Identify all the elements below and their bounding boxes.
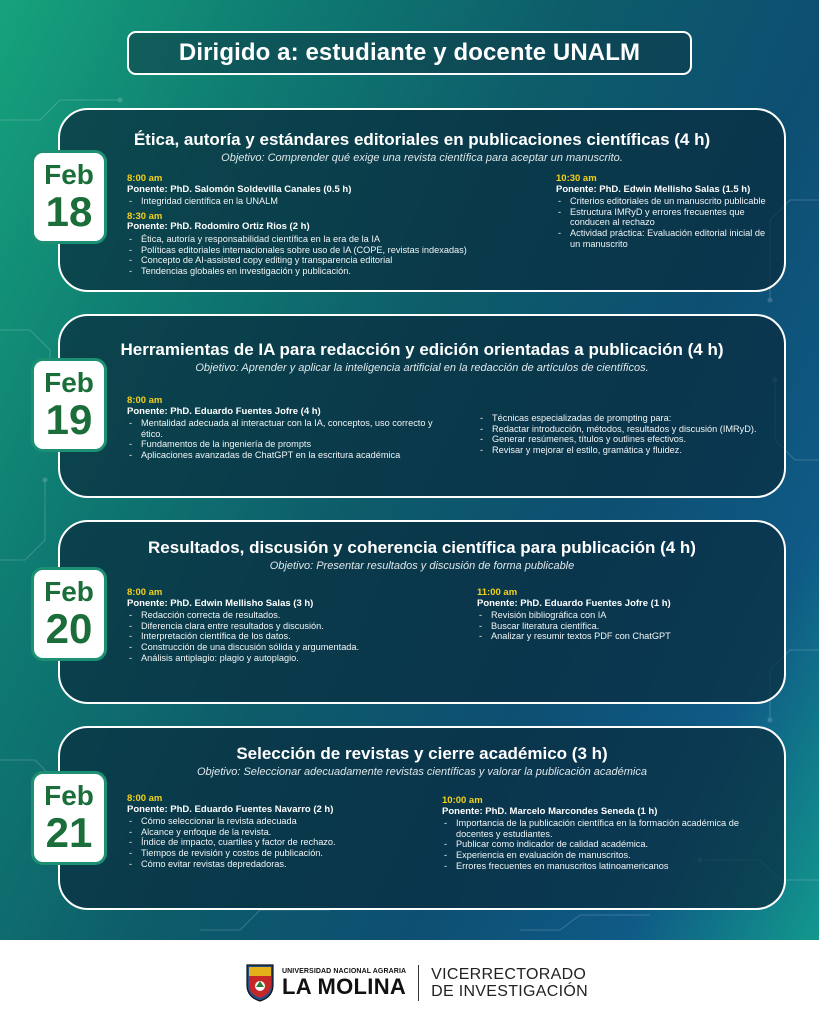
date-day: 19 bbox=[45, 396, 93, 443]
list-item: - Actividad práctica: Evaluación editorial inicial de un manuscrito bbox=[556, 228, 771, 249]
university-name-small: UNIVERSIDAD NACIONAL AGRARIA bbox=[282, 967, 407, 975]
date-day: 21 bbox=[45, 809, 93, 856]
session-block bbox=[477, 588, 767, 642]
list-item: - Ética, autoría y responsabilidad científica en la era de la IA bbox=[127, 234, 507, 245]
list-item: - Experiencia en evaluación de manuscritos. bbox=[442, 850, 762, 861]
university-shield-icon bbox=[245, 963, 275, 1003]
list-item: - Políticas editoriales internacionales sobre uso de IA (COPE, revistas indexadas) bbox=[127, 245, 507, 256]
session-card-feb-20 bbox=[58, 520, 786, 704]
list-item: - Buscar literatura científica. bbox=[477, 621, 767, 632]
list-item: - Construcción de una discusión sólida y argumentada. bbox=[127, 642, 457, 653]
session-objective: Objetivo: Seleccionar adecuadamente revistas científicas y valorar la publicación académica bbox=[196, 766, 647, 778]
date-badge-feb-20 bbox=[31, 567, 107, 661]
session-block bbox=[556, 174, 771, 249]
list-item: - Estructura IMRyD y errores frecuentes que conducen al rechazo bbox=[556, 207, 771, 228]
block-time: 10:00 am bbox=[442, 795, 483, 806]
list-item: - Alcance y enfoque de la revista. bbox=[127, 827, 427, 838]
list-item: - Tendencias globales en investigación y publicación. bbox=[127, 266, 507, 277]
date-month: Feb bbox=[44, 367, 94, 398]
list-item: - Aplicaciones avanzadas de ChatGPT en la escritura académica bbox=[127, 450, 457, 461]
office-name-line1: VICERRECTORADO bbox=[431, 966, 587, 983]
university-name-big: LA MOLINA bbox=[282, 973, 407, 999]
list-item: - Revisión bibliográfica con IA bbox=[477, 610, 767, 621]
list-item: - Revisar y mejorar el estilo, gramática y fluidez. bbox=[478, 445, 768, 456]
session-objective: Objetivo: Comprender qué exige una revista científica para aceptar un manuscrito. bbox=[221, 152, 623, 164]
session-block bbox=[127, 396, 457, 461]
session-objective: Objetivo: Aprender y aplicar la inteligencia artificial en la redacción de artículos de científicos. bbox=[195, 362, 649, 374]
list-item: - Índice de impacto, cuartiles y factor de rechazo. bbox=[127, 837, 427, 848]
date-day: 20 bbox=[45, 605, 93, 652]
list-item: - Errores frecuentes en manuscritos latinoamericanos bbox=[442, 861, 762, 872]
footer bbox=[0, 940, 819, 1024]
block-time: 11:00 am bbox=[477, 587, 518, 598]
date-badge-feb-21 bbox=[31, 771, 107, 865]
date-badge-feb-18 bbox=[31, 150, 107, 244]
university-logo bbox=[245, 962, 588, 1004]
list-item: - Mentalidad adecuada al interactuar con la IA, conceptos, uso correcto y ético. bbox=[127, 418, 457, 439]
list-item: - Publicar como indicador de calidad académica. bbox=[442, 839, 762, 850]
block-speaker: Ponente: PhD. Salomón Soldevilla Canales (0.5 h) bbox=[127, 183, 352, 195]
block-time: 8:30 am bbox=[127, 210, 163, 222]
block-time: 8:00 am bbox=[127, 173, 163, 184]
block-speaker: Ponente: PhD. Edwin Mellisho Salas (3 h) bbox=[127, 597, 314, 609]
list-item: - Concepto de AI-assisted copy editing y transparencia editorial bbox=[127, 255, 507, 266]
block-speaker: Ponente: PhD. Eduardo Fuentes Jofre (1 h) bbox=[477, 597, 671, 609]
block-time: 8:00 am bbox=[127, 395, 163, 406]
session-block bbox=[442, 796, 762, 871]
session-title: Herramientas de IA para redacción y edición orientadas a publicación (4 h) bbox=[120, 340, 724, 359]
session-objective: Objetivo: Presentar resultados y discusión de forma publicable bbox=[269, 560, 575, 572]
date-badge-feb-19 bbox=[31, 358, 107, 452]
list-item: - Fundamentos de la ingeniería de prompts bbox=[127, 439, 457, 450]
footer-divider bbox=[418, 965, 419, 1001]
list-item: - Análisis antiplagio: plagio y autoplagio. bbox=[127, 653, 457, 664]
list-item: - Integridad científica en la UNALM bbox=[127, 196, 507, 207]
list-item: - Redactar introducción, métodos, resultados y discusión (IMRyD). bbox=[478, 424, 768, 435]
block-speaker: Ponente: PhD. Edwin Mellisho Salas (1.5 h) bbox=[556, 183, 751, 195]
session-block bbox=[127, 794, 427, 869]
list-item: - Diferencia clara entre resultados y discusión. bbox=[127, 621, 457, 632]
list-item: - Técnicas especializadas de prompting para: bbox=[478, 413, 768, 424]
session-card-feb-18 bbox=[58, 108, 786, 292]
list-item: - Redacción correcta de resultados. bbox=[127, 610, 457, 621]
session-block bbox=[478, 413, 768, 455]
session-block bbox=[127, 588, 457, 663]
audience-header: Dirigido a: estudiante y docente UNALM bbox=[127, 31, 692, 75]
list-item: - Criterios editoriales de un manuscrito publicable bbox=[556, 196, 771, 207]
date-day: 18 bbox=[45, 188, 93, 235]
list-item: - Interpretación científica de los datos. bbox=[127, 631, 457, 642]
session-title: Ética, autoría y estándares editoriales en publicaciones científicas (4 h) bbox=[133, 130, 711, 149]
session-block bbox=[127, 174, 507, 276]
block-speaker: Ponente: PhD. Marcelo Marcondes Seneda (1 h) bbox=[442, 805, 658, 817]
session-card-feb-21 bbox=[58, 726, 786, 910]
list-item: - Generar resúmenes, títulos y outlines efectivos. bbox=[478, 434, 768, 445]
list-item: - Cómo seleccionar la revista adecuada bbox=[127, 816, 427, 827]
session-card-feb-19 bbox=[58, 314, 786, 498]
date-month: Feb bbox=[44, 159, 94, 190]
list-item: - Importancia de la publicación científica en la formación académica de docentes y estudiantes. bbox=[442, 818, 762, 839]
list-item: - Cómo evitar revistas depredadoras. bbox=[127, 859, 427, 870]
block-time: 8:00 am bbox=[127, 793, 163, 804]
block-speaker: Ponente: PhD. Eduardo Fuentes Navarro (2 h) bbox=[127, 803, 334, 815]
block-time: 8:00 am bbox=[127, 587, 163, 598]
block-time: 10:30 am bbox=[556, 173, 597, 184]
list-item: - Tiempos de revisión y costos de publicación. bbox=[127, 848, 427, 859]
block-speaker: Ponente: PhD. Rodomiro Ortiz Rios (2 h) bbox=[127, 221, 310, 233]
block-speaker: Ponente: PhD. Eduardo Fuentes Jofre (4 h) bbox=[127, 405, 321, 417]
session-title: Resultados, discusión y coherencia científica para publicación (4 h) bbox=[148, 538, 696, 557]
date-month: Feb bbox=[44, 780, 94, 811]
session-title: Selección de revistas y cierre académico (3 h) bbox=[236, 744, 608, 763]
list-item: - Analizar y resumir textos PDF con ChatGPT bbox=[477, 631, 767, 642]
date-month: Feb bbox=[44, 576, 94, 607]
office-name-line2: DE INVESTIGACIÓN bbox=[431, 983, 588, 1000]
